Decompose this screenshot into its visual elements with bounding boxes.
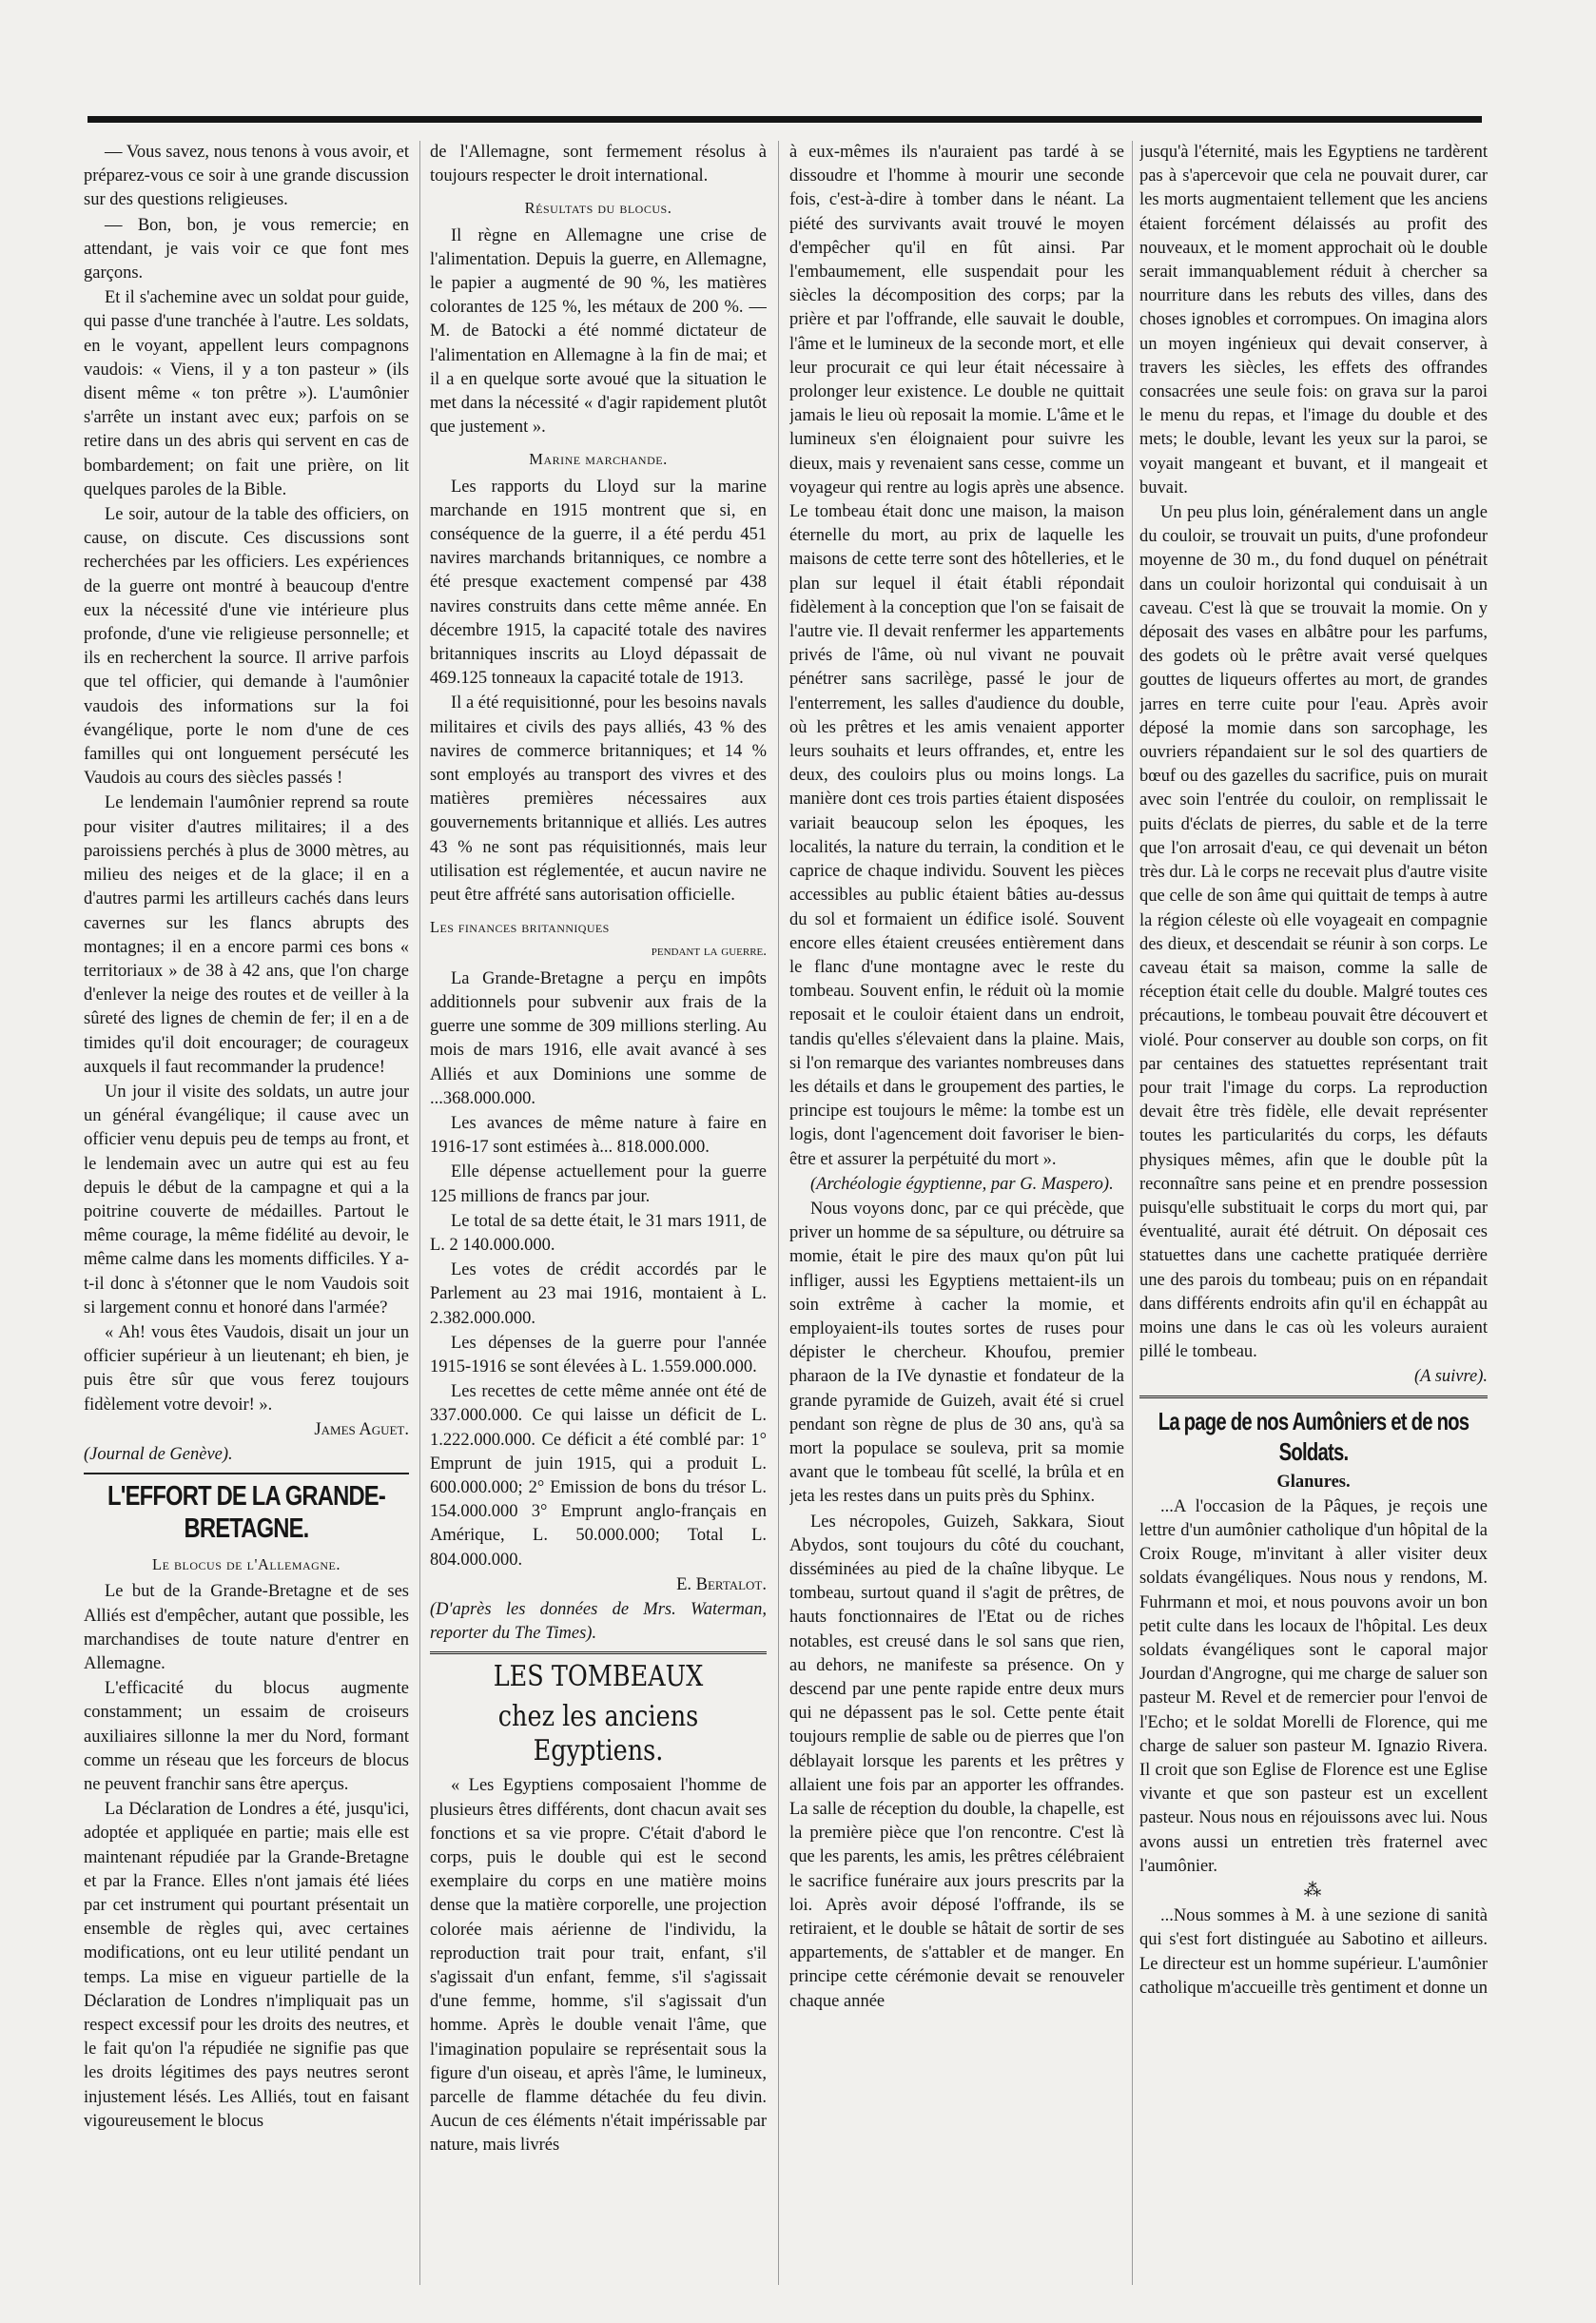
section-subheading: pendant la guerre. [651, 943, 767, 959]
section-rule [1139, 1396, 1488, 1398]
paragraph: Un peu plus loin, généralement dans un angle du couloir, se trouvait un puits, d'une profondeur moyenne de 30 m., du fond duquel on pénétrait dans un couloir horizontal qui conduisait à un caveau. C'est là que se trouvait la momie. On y déposait des vases en albâtre pour les parfums, des godets où le prêtre avait versé quelques gouttes de liqueurs offertes au mort, de grandes jarres en terre cuite pour l'eau. Après avoir déposé la momie dans son sarcophage, les ouvriers répandaient sur le sol des quartiers de bœuf ou des gazelles du sacrifice, puis on murait avec soin l'entrée du couloir, on remplissait le puits d'éclats de pierres, du sable et de la terre que l'on arrosait d'eau, ce qui devenait un béton très dur. Là le corps ne recevait plus d'autre visite que celle de son âme qui quittait de temps à autre la région céleste où elle voyageait en compagnie des dieux, et descendait se réunir à son corps. Le caveau était sa maison, comme la salle de réception était celle du double. Malgré toutes ces précautions, le tombeau pouvait être découvert et violé. Pour conserver au double son corps, on fit par centaines des statuettes représentant trait pour trait l'image du corps. La reproduction devait être très fidèle, elle devait représenter toutes les particularités du corps, les défauts physiques mêmes, afin que le double pût la reconnaître sans peine et en prendre possession puisqu'elle substituait le corps du mort qui, par éventualité, aurait été détruit. On déposait ces statuettes dans une cachette pratiquée derrière une des parois du tombeau; puis on en répandait dans différents endroits afin qu'il en échappât au moins une dans le cas où les voleurs auraient pillé le tombeau. [1139, 503, 1488, 1362]
paragraph: ...A l'occasion de la Pâques, je reçois une lettre d'un aumônier catholique d'un hôpital de la Croix Rouge, m'invitant à aller visiter deux soldats évangéliques. Nous nous y rendons, M. Fuhrmann et moi, et nous pouvons avoir un bon petit culte dans les locaux de l'hôpital. Les deux soldats évangéliques sont le caporal major Jourdan d'Angrogne, qui me charge de saluer son pasteur M. Revel et de remercier pour l'envoi de l'Echo; et le soldat Morelli de Florence, qui me charge de saluer son pasteur M. Ignazio Rivera. Il croit que son Eglise de Florence est une Eglise vivante et que son pasteur est un excellent pasteur. Nous nous en réjouissons avec lui. Nous avons aussi un entretien très fraternel avec l'aumônier. [1139, 1496, 1488, 1876]
paragraph: Il a été requisitionné, pour les besoins navals militaires et civils des pays alliés, 43 % des navires de commerce britanniques; et 14 % sont employés au transport des vivres et des matières premières nécessaires aux gouvernements britannique et alliés. Les autres 43 % ne sont pas réquisitionnés, mais leur utilisation est réglementée, et aucun navire ne peut être affrété sans autorisation officielle. [430, 693, 767, 906]
top-rule [88, 116, 1482, 123]
section-subheading: Marine marchande. [529, 450, 668, 469]
paragraph: Nous voyons donc, par ce qui précède, que priver un homme de sa sépulture, ou détruire sa momie, était le pire des maux qu'on pût lui infliger, aussi les Egyptiens mettaient-ils un soin extrême à cacher la momie, et employaient-ils toutes sortes de ruses pour dépister le chercheur. Khoufou, premier pharaon de la IVe dynastie et fondateur de la grande pyramide de Guizeh, avait été si cruel pendant son règne de plus de 30 ans, qu'à sa mort la populace se souleva, prit sa momie avant que le tombeau fût scellé, la brûla et en jeta les restes dans un puits près du Sphinx. [789, 1199, 1124, 1507]
column-4 [1139, 141, 1488, 2294]
article-headline: L'EFFORT DE LA GRANDE-BRETAGNE. [107, 1481, 385, 1545]
section-headline: La page de nos Aumôniers et de nos Soldats. [1158, 1406, 1469, 1466]
source-citation: (Journal de Genève). [84, 1444, 233, 1464]
paragraph: L'efficacité du blocus augmente constamment; un essaim de croiseurs auxiliaires sillonne la mer du Nord, formant comme un réseau que les forceurs de blocus ne peuvent franchir sans être aperçus. [84, 1679, 409, 1794]
paragraph: Il règne en Allemagne une crise de l'alimentation. Depuis la guerre, en Allemagne, le papier a augmenté de 90 %, les matières colorantes de 125 %, les métaux de 200 %. — M. de Batocki a été nommé dictateur de l'alimentation en Allemagne à la fin de mai; et il a en quelque sorte avoué que la situation le met dans la nécessité « d'agir rapidement plutôt que justement ». [430, 225, 767, 438]
paragraph: Les avances de même nature à faire en 1916-17 sont estimées à... 818.000.000. [430, 1113, 767, 1158]
paragraph: La Déclaration de Londres a été, jusqu'ici, adoptée et appliquée en partie; mais elle est maintenant répudiée par la Grande-Bretagne et par la France. Elles n'ont jamais été liées par cet instrument qui pourtant présentait un ensemble de règles qui, avec certaines modifications, ont eu leur utilité pendant un temps. La mise en vigueur partielle de la Déclaration de Londres n'impliquait pas un respect excessif pour les droits des neutres, et le fait qu'on l'a répudiée ne signifie pas que les droits légitimes des pays neutres seront injustement lésés. Les Alliés, tout en faisant vigoureusement le blocus [84, 1800, 409, 2131]
paragraph: Les nécropoles, Guizeh, Sakkara, Siout Abydos, sont toujours du côté du couchant, disséminées au pied de la chaîne libyque. Le tombeau, surtout quand il s'agit de prêtres, de hauts fonctionnaires de l'Etat ou de riches notables, est creusé dans le sol sans que rien, au dehors, ne manifeste sa présence. On y descend par une pente rapide entre deux murs qui ne dépassent pas le sol. Cette pente était toujours remplie de sable ou de pierres que l'on déblayait lorsque les parents et les prêtres y allaient une fois par an apporter les offrandes. La salle de réception du double, la chapelle, est la première pièce que l'on rencontre. C'est là que les parents, les amis, les prêtres célébraient le sacrifice funéraire aux jours prescrits par la loi. Après avoir déposé l'offrande, ils se retiraient, et le double se hâtait de sortir de ses appartements, de s'attabler et de manger. En principe cette cérémonie devait se renouveler chaque année [789, 1512, 1124, 2011]
paragraph: Le but de la Grande-Bretagne et de ses Alliés est d'empêcher, autant que possible, les marchandises de toute nature d'entrer en Allemagne. [84, 1582, 409, 1673]
paragraph: Un jour il visite des soldats, un autre jour un général évangélique; il cause avec un officier venu depuis peu de temps au front, et le lendemain avec un autre qui est au feu depuis le début de la campagne et qui a la poitrine couverte de médailles. Partout le même courage, la même fidélité au devoir, le même calme dans les moments difficiles. Y a-t-il donc à s'étonner que le nom Vaudois soit si largement connu et honoré dans l'armée? [84, 1082, 409, 1318]
paragraph: Les dépenses de la guerre pour l'année 1915-1916 se sont élevées à L. 1.559.000.000. [430, 1333, 767, 1376]
author-signature: E. Bertalot. [676, 1574, 767, 1594]
paragraph: — Vous savez, nous tenons à vous avoir, et préparez-vous ce soir à une grande discussion sur des questions religieuses. [84, 143, 409, 210]
paragraph: Elle dépense actuellement pour la guerre 125 millions de francs par jour. [430, 1162, 767, 1206]
paragraph: Les votes de crédit accordés par le Parlement au 23 mai 1916, montaient à L. 2.382.000.000. [430, 1260, 767, 1328]
column-3 [789, 141, 1124, 2294]
paragraph: Le total de sa dette était, le 31 mars 1911, de L. 2 140.000.000. [430, 1211, 767, 1255]
article-subheading: Le blocus de l'Allemagne. [152, 1555, 341, 1574]
paragraph: jusqu'à l'éternité, mais les Egyptiens ne tardèrent pas à s'apercevoir que cela ne pouvait durer, car les morts augmentaient tellement que les anciens étaient forcément délaissés au profit des nouveaux, et le moment approchait où le double serait immanquablement réduit à chercher sa nourriture dans les rebuts des villes, dans des choses ignobles et corrompues. On imagina alors un moyen ingénieux qui devait conserver, à travers les siècles, les effets des offrandes consacrées une seule fois: on grava sur la paroi le menu du repas, et l'image du double et des mets; le double, levant les yeux sur la paroi, se voyait mangeant et buvant, et il mangeait et buvait. [1139, 143, 1488, 498]
author-signature: James Aguet. [314, 1419, 409, 1439]
paragraph: « Ah! vous êtes Vaudois, disait un jour un officier supérieur à un lieutenant; eh bien, je puis être sûr que vous ferez toujours fidèlement votre devoir! ». [84, 1322, 409, 1415]
paragraph: Les rapports du Lloyd sur la marine marchande en 1915 montrent que si, en conséquence de la guerre, il a été perdu 451 navires marchands britanniques, ce nombre a été presque exactement compensé par 438 navires construits dans cette même année. En décembre 1915, la capacité totale des navires britanniques inscrits au Lloyd dépassait de 469.125 tonneaux la capacité totale de 1913. [430, 477, 767, 689]
column-divider [778, 141, 779, 2285]
section-rule [430, 1651, 767, 1654]
column-divider [1132, 141, 1133, 2285]
paragraph: Le soir, autour de la table des officiers, on cause, on discute. Ces discussions sont recherchées par les officiers. Les expériences de la guerre ont montré à beaucoup d'entre eux la nécessité d'une vie intérieure plus profonde, d'une vie religieuse personnelle; et ils en recherchent la source. Il arrive parfois que tel officier, qui demande à l'aumônier vaudois des informations sur la foi évangélique, porte le nom d'une de ces familles qui ont longuement persécuté les Vaudois au cours des siècles passés ! [84, 505, 409, 789]
column-1 [84, 141, 409, 2294]
source-citation: (Archéologie égyptienne, par G. Maspero). [810, 1174, 1114, 1194]
section-rule [84, 1473, 409, 1474]
section-subheading: Les finances britanniques [430, 918, 610, 937]
article-headline: LES TOMBEAUX [493, 1660, 704, 1694]
section-subheading: Glanures. [1276, 1472, 1351, 1492]
paragraph: — Bon, bon, je vous remercie; en attendant, je vais voir ce que font mes garçons. [84, 215, 409, 283]
column-2 [430, 141, 767, 2294]
paragraph: Les recettes de cette même année ont été de 337.000.000. Ce qui laisse un déficit de L. 1.222.000.000. Ce déficit a été comblé par: 1° Emprunt de juin 1915, qui a produit L. 600.000.000; 2° Emission de bons du trésor L. 154.000.000 3° Emprunt anglo-français en Amérique, L. 50.000.000; Total L. 804.000.000. [430, 1382, 767, 1570]
source-citation: (D'après les données de Mrs. Waterman, reporter du The Times). [430, 1599, 767, 1644]
section-subheading: Résultats du blocus. [524, 199, 672, 218]
continued-note: (A suivre). [1413, 1367, 1488, 1387]
paragraph: de l'Allemagne, sont fermement résolus à toujours respecter le droit international. [430, 143, 767, 186]
asterism-icon: ⁂ [1303, 1882, 1324, 1902]
article-headline: chez les anciens Egyptiens. [497, 1700, 699, 1768]
paragraph: Et il s'achemine avec un soldat pour guide, qui passe d'une tranchée à l'autre. Les soldats, en le voyant, appellent leurs compagnons vaudois: « Viens, il y a ton pasteur » (ils disent même « ton prêtre »). L'aumônier s'arrête un instant avec eux; parfois on se retire dans un des abris qui servent en cas de bombardement; on fait une prière, on lit quelques paroles de la Bible. [84, 288, 409, 499]
paragraph: Le lendemain l'aumônier reprend sa route pour visiter d'autres militaires; il a des paroissiens perchés à plus de 3000 mètres, au milieu des neiges et de la glace; il en a d'autres parmi les artilleurs cachés dans leurs cavernes sur les flancs abrupts des montagnes; il en a encore parmi ces bons « territoriaux » de 38 à 42 ans, que l'on charge d'enlever la neige des routes et de veiller à la sûreté des lignes de chemin de fer; il en a de timides qu'il doit encourager; de courageux auxquels il faut recommander la prudence! [84, 793, 409, 1077]
column-divider [419, 141, 420, 2285]
paragraph: La Grande-Bretagne a perçu en impôts additionnels pour subvenir aux frais de la guerre une somme de 309 millions sterling. Au mois de mars 1916, elle avait avancé à ses Alliés et aux Dominions une somme de ...368.000.000. [430, 968, 767, 1108]
paragraph: « Les Egyptiens composaient l'homme de plusieurs êtres différents, dont chacun avait ses fonctions et sa vie propre. C'était d'abord le corps, puis le double qui est le second exemplaire du corps en une matière moins dense que la matière corporelle, une projection colorée mais aérienne de l'individu, la reproduction trait pour trait, enfant, s'il s'agissait d'un enfant, femme, s'il s'agissait d'une femme, homme, s'il s'agissait d'un homme. Après le double venait l'âme, que l'imagination populaire se représentait sous la figure d'un oiseau, et après l'âme, le lumineux, parcelle de flamme détachée du feu divin. Aucun de ces éléments n'était impérissable par nature, mais livrés [430, 1776, 767, 2156]
paragraph: ...Nous sommes à M. à une sezione di sanità qui s'est fort distinguée au Sabotino et ailleurs. Le directeur est un homme supérieur. L'aumônier catholique m'accueille très gentiment et donne un [1139, 1906, 1488, 1998]
paragraph: à eux-mêmes ils n'auraient pas tardé à se dissoudre et l'homme à mourir une seconde fois, c'est-à-dire à tomber dans le néant. La piété des survivants avait trouvé le moyen d'empêcher qu'il en fût ainsi. Par l'embaumement, elle suspendait pour les siècles la décomposition des corps; par la prière et par l'offrande, elle sauvait le double, l'âme et le lumineux de la seconde mort, et elle leur procurait ce qui leur était nécessaire à prolonger leur existence. Le double ne quittait jamais le lieu où reposait la momie. L'âme et le lumineux s'en éloignaient pour suivre les dieux, mais y revenaient sans cesse, comme un voyageur qui rentre au logis après une absence. Le tombeau était donc une maison, la maison éternelle du mort, au prix de laquelle les maisons de cette terre sont des hôtelleries, et le plan sur lequel il était établi répondait fidèlement à la conception que l'on se faisait de l'autre vie. Il devait renfermer les appartements privés de l'âme, où nul vivant ne pouvait pénétrer sans sacrilège, passé le jour de l'enterrement, les salles d'audience du double, où les prêtres et les amis venaient apporter leurs souhaits et leurs offrandes, et, entre les deux, des couloirs plus ou moins longs. La manière dont ces trois parties étaient disposées variait beaucoup selon les époques, les localités, la nature du terrain, la condition et le caprice de chaque individu. Souvent les pièces accessibles au public étaient bâties au-dessus du sol et formaient un édifice isolé. Souvent encore elles étaient creusées entièrement dans le flanc d'une montagne avec le reste du tombeau. Souvent enfin, le réduit où la momie reposait et le couloir étaient dans un endroit, tandis qu'elles s'élevaient dans la plaine. Mais, si l'on remarque des variantes nombreuses dans les détails et dans le groupement des parties, le principe est toujours le même: la tombe est un logis, dont l'agencement doit favoriser le bien-être et assurer la perpétuité du mort ». [789, 143, 1124, 1169]
